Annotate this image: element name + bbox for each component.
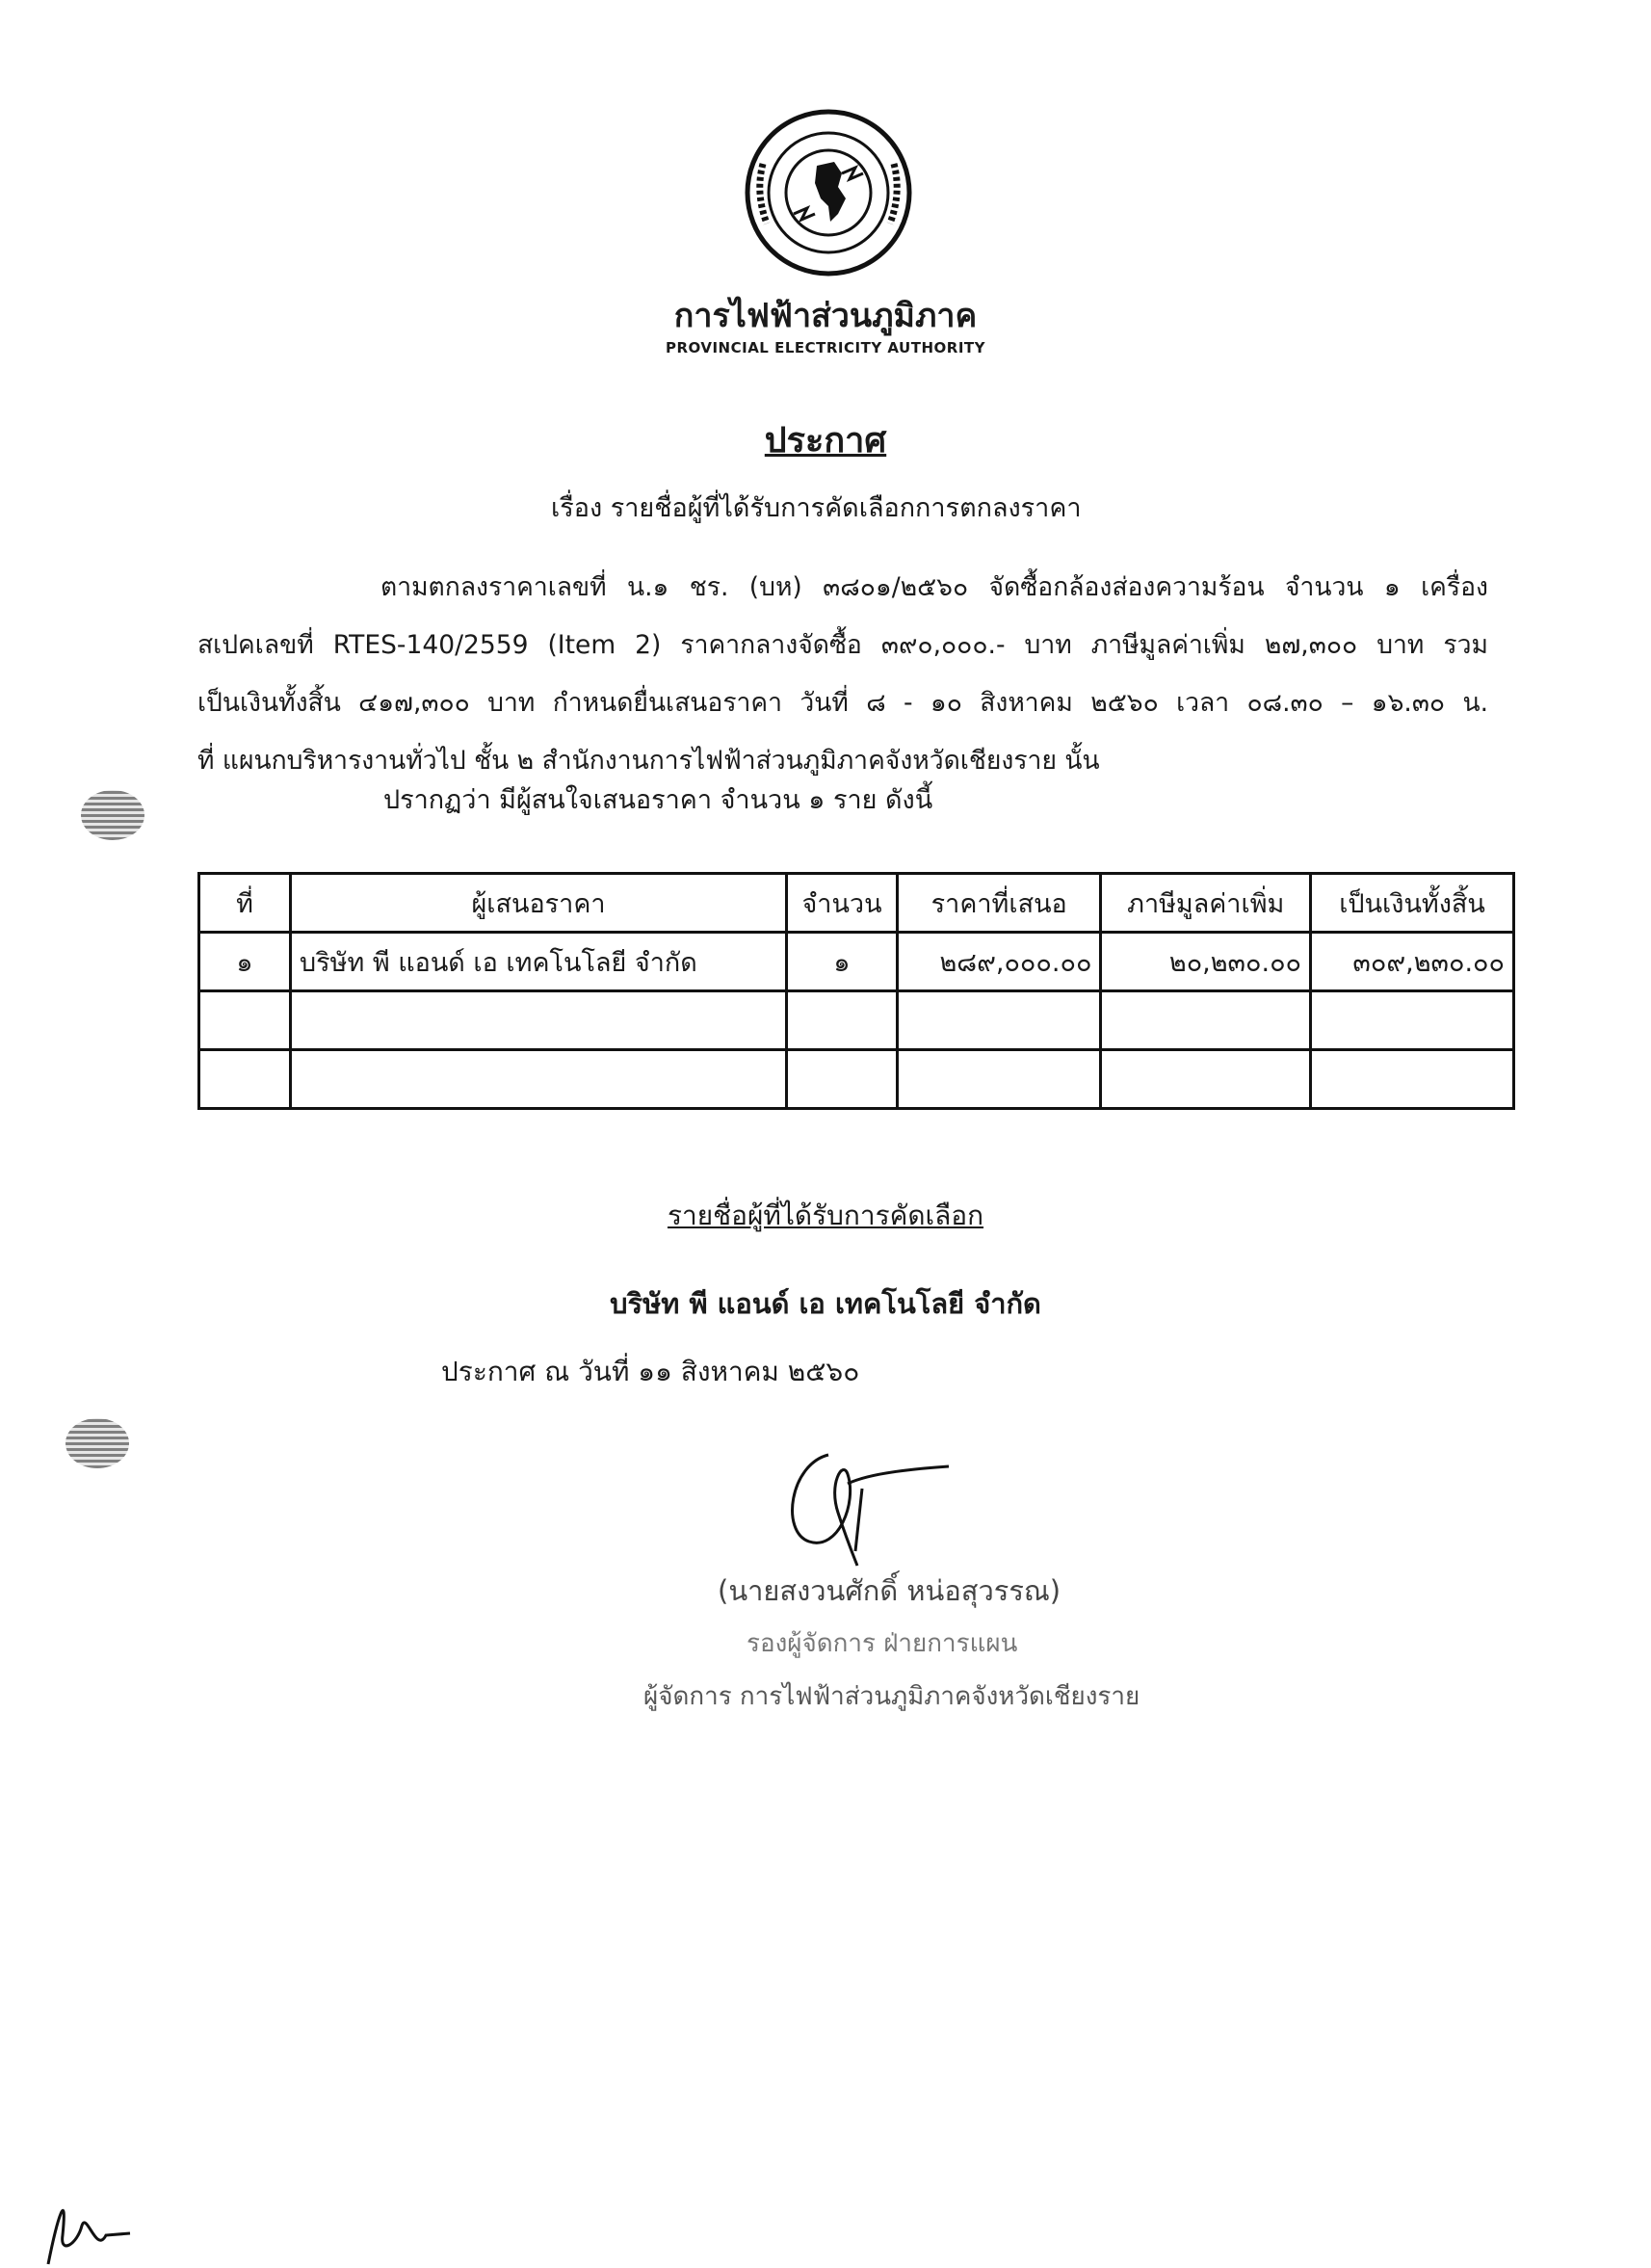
cell-bidder — [291, 991, 787, 1050]
col-header-bidder: ผู้เสนอราคา — [291, 874, 787, 933]
table-row — [199, 991, 1514, 1050]
cell-qty — [787, 991, 898, 1050]
cell-no — [199, 991, 291, 1050]
bidders-count-statement: ปรากฏว่า มีผู้สนใจเสนอราคา จำนวน ๑ ราย ดังนี้ — [383, 785, 933, 815]
col-header-vat: ภาษีมูลค่าเพิ่ม — [1101, 874, 1311, 933]
table-header-row — [199, 874, 1514, 933]
selected-company: บริษัท พี แอนด์ เอ เทคโนโลยี จำกัด — [610, 1287, 1041, 1320]
col-header-qty: จำนวน — [787, 874, 898, 933]
selected-heading: รายชื่อผู้ที่ได้รับการคัดเลือก — [667, 1200, 984, 1231]
cell-bidder — [291, 1050, 787, 1109]
cell-price: ๒๘๙,๐๐๐.๐๐ — [898, 933, 1101, 991]
cell-total — [1311, 1050, 1514, 1109]
punch-hole-top — [81, 790, 144, 840]
cell-price — [898, 991, 1101, 1050]
cell-no: ๑ — [199, 933, 291, 991]
signer-name: (นายสงวนศักดิ์ หน่อสุวรรณ) — [718, 1574, 1061, 1607]
cell-vat — [1101, 1050, 1311, 1109]
cell-vat: ๒๐,๒๓๐.๐๐ — [1101, 933, 1311, 991]
cell-bidder: บริษัท พี แอนด์ เอ เทคโนโลยี จำกัด — [291, 933, 787, 991]
col-header-price: ราคาที่เสนอ — [898, 874, 1101, 933]
body-line-1: ตามตกลงราคาเลขที่ น.๑ ชร. (บห) ๓๘๐๑/๒๕๖๐ จัดซื้อกล้องส่องความร้อน จำนวน ๑ เครื่อง — [380, 572, 1488, 602]
cell-qty: ๑ — [787, 933, 898, 991]
cell-no — [199, 1050, 291, 1109]
bids-table — [197, 872, 1515, 1110]
cell-qty — [787, 1050, 898, 1109]
body-line-2: สเปคเลขที่ RTES-140/2559 (Item 2) ราคากลางจัดซื้อ ๓๙๐,๐๐๐.- บาท ภาษีมูลค่าเพิ่ม ๒๗,๓๐๐ บาท รวม — [197, 630, 1488, 660]
col-header-no: ที่ — [199, 874, 291, 933]
announcement-date: ประกาศ ณ วันที่ ๑๑ สิงหาคม ๒๕๖๐ — [441, 1356, 860, 1387]
cell-price — [898, 1050, 1101, 1109]
org-name-english: PROVINCIAL ELECTRICITY AUTHORITY — [665, 339, 986, 356]
cell-total — [1311, 991, 1514, 1050]
signer-position-2: ผู้จัดการ การไฟฟ้าส่วนภูมิภาคจังหวัดเชียงราย — [643, 1682, 1140, 1711]
body-paragraph — [197, 559, 1488, 790]
document-title: ประกาศ — [764, 421, 887, 461]
table-row — [199, 933, 1514, 991]
cell-vat — [1101, 991, 1311, 1050]
punch-hole-bottom — [66, 1418, 129, 1468]
cell-total: ๓๐๙,๒๓๐.๐๐ — [1311, 933, 1514, 991]
signature — [771, 1445, 963, 1570]
col-header-total: เป็นเงินทั้งสิ้น — [1311, 874, 1514, 933]
document-subject: เรื่อง รายชื่อผู้ที่ได้รับการคัดเลือกการตกลงราคา — [551, 493, 1082, 523]
org-name-thai: การไฟฟ้าส่วนภูมิภาค — [673, 297, 978, 335]
initials-mark — [39, 2177, 135, 2268]
table-row — [199, 1050, 1514, 1109]
pea-logo — [742, 106, 915, 279]
signer-position-1: รองผู้จัดการ ฝ่ายการแผน — [747, 1629, 1018, 1658]
body-line-4: ที่ แผนกบริหารงานทั่วไป ชั้น ๒ สำนักงานการไฟฟ้าส่วนภูมิภาคจังหวัดเชียงราย นั้น — [197, 746, 1100, 776]
body-line-3: เป็นเงินทั้งสิ้น ๔๑๗,๓๐๐ บาท กำหนดยื่นเสนอราคา วันที่ ๘ - ๑๐ สิงหาคม ๒๕๖๐ เวลา ๐๘.๓๐ – ๑๖.๓๐ น. — [197, 688, 1488, 718]
